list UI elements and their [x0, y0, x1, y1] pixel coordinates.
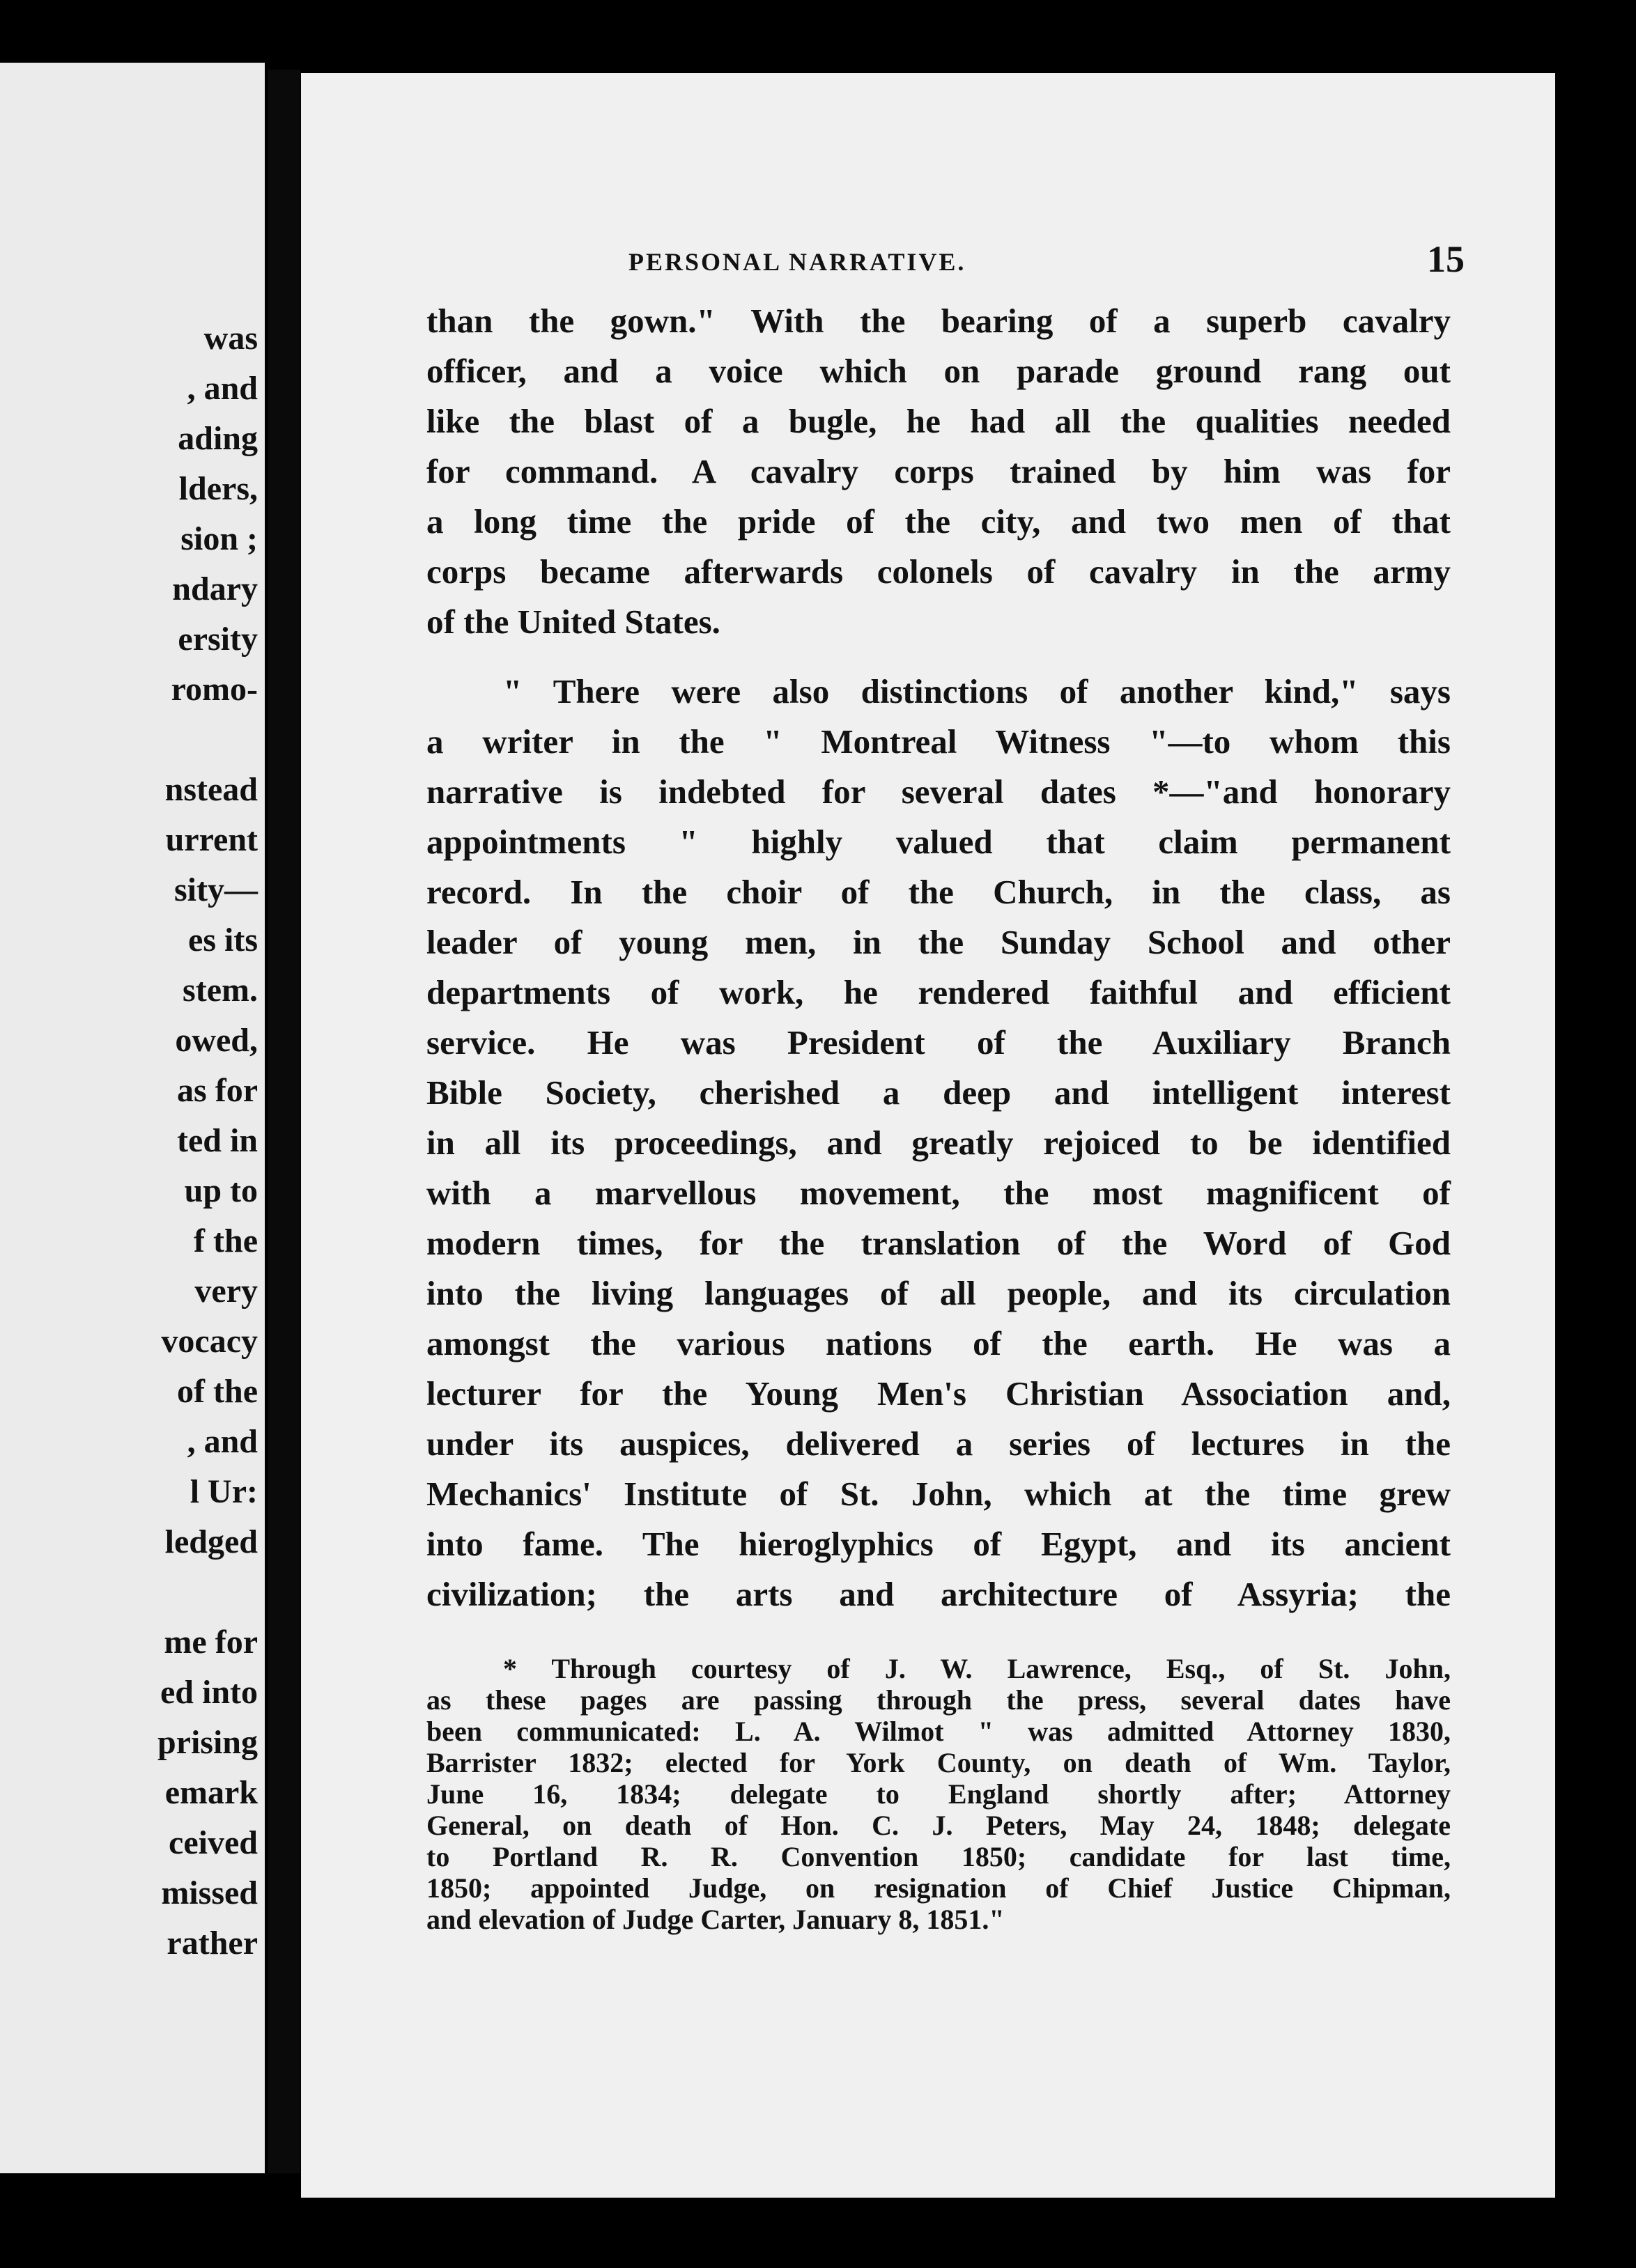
previous-page-line: vocacy: [161, 1323, 258, 1360]
text-line: service. He was President of the Auxiliary Branch: [426, 1023, 1451, 1062]
previous-page-line: [35, 1567, 258, 1617]
running-head: [426, 233, 1465, 296]
text-line: for command. A cavalry corps trained by him was for: [426, 452, 1451, 490]
previous-page-line: nstead: [164, 771, 258, 808]
text-line: Mechanics' Institute of St. John, which at the time grew: [426, 1475, 1451, 1513]
previous-page-line: ading: [178, 420, 258, 457]
previous-page-line: romo-: [171, 671, 258, 708]
text-line: like the blast of a bugle, he had all the qualities needed: [426, 402, 1451, 440]
text-line: under its auspices, delivered a series of lectures in the: [426, 1424, 1451, 1463]
previous-page-line: prising: [157, 1724, 258, 1761]
previous-page-line: ersity: [178, 621, 258, 658]
previous-page-line: lders,: [178, 470, 258, 507]
book-gutter: [268, 70, 300, 2173]
previous-page-line: urrent: [165, 821, 258, 858]
previous-page-line: sion ;: [180, 520, 258, 557]
text-line: Bible Society, cherished a deep and intelligent interest: [426, 1073, 1451, 1112]
footnote-line: 1850; appointed Judge, on resignation of Chief Justice Chipman,: [426, 1872, 1451, 1904]
previous-page-line: l Ur:: [190, 1473, 258, 1510]
previous-page-text-fragment: [35, 313, 258, 1968]
previous-page-line: ted in: [176, 1122, 258, 1159]
current-page: [301, 73, 1555, 2198]
text-line: officer, and a voice which on parade ground rang out: [426, 352, 1451, 390]
footnote: [426, 1653, 1451, 1935]
previous-page-line: up to: [184, 1172, 258, 1209]
footnote-line: General, on death of Hon. C. J. Peters, May 24, 1848; delegate: [426, 1810, 1451, 1841]
previous-page-line: sity—: [174, 871, 258, 908]
previous-page-line: as for: [177, 1072, 258, 1109]
previous-page-line: , and: [187, 1423, 258, 1460]
text-line: of the United States.: [426, 603, 720, 641]
footnote-line: June 16, 1834; delegate to England shortly after; Attorney: [426, 1778, 1451, 1810]
previous-page-line: me for: [164, 1624, 258, 1661]
text-line: with a marvellous movement, the most magnificent of: [426, 1174, 1451, 1212]
page-number: 15: [1427, 238, 1465, 280]
text-line: lecturer for the Young Men's Christian Association and,: [426, 1374, 1451, 1413]
text-line: amongst the various nations of the earth. He was a: [426, 1324, 1451, 1362]
footnote-line: and elevation of Judge Carter, January 8, 1851.": [426, 1904, 1005, 1935]
previous-page-line: was: [203, 320, 258, 357]
text-line: narrative is indebted for several dates *—"and honorary: [426, 772, 1451, 811]
page-content: [426, 233, 1465, 1935]
previous-page-line: emark: [164, 1774, 258, 1811]
previous-page-line: owed,: [175, 1022, 258, 1059]
text-line: in all its proceedings, and greatly rejoiced to be identified: [426, 1124, 1451, 1162]
previous-page-line: , and: [187, 370, 258, 407]
previous-page-line: ceived: [169, 1824, 258, 1861]
footnote-line: been communicated: L. A. Wilmot " was admitted Attorney 1830,: [426, 1716, 1451, 1747]
text-line: record. In the choir of the Church, in the class, as: [426, 873, 1451, 911]
text-line: corps became afterwards colonels of cavalry in the army: [426, 552, 1451, 591]
previous-page: [0, 63, 265, 2173]
text-line: modern times, for the translation of the Word of God: [426, 1224, 1451, 1262]
text-line: " There were also distinctions of another kind," says: [503, 672, 1451, 710]
previous-page-line: ndary: [172, 570, 258, 607]
previous-page-line: of the: [177, 1373, 258, 1410]
text-line: appointments " highly valued that claim permanent: [426, 823, 1451, 861]
previous-page-line: f the: [194, 1222, 258, 1259]
text-line: into fame. The hieroglyphics of Egypt, and its ancient: [426, 1525, 1451, 1563]
previous-page-line: ed into: [160, 1674, 258, 1711]
previous-page-line: rather: [167, 1925, 258, 1962]
text-line: than the gown." With the bearing of a superb cavalry: [426, 302, 1451, 340]
previous-page-line: [35, 715, 258, 765]
previous-page-line: very: [194, 1273, 258, 1310]
footnote-line: to Portland R. R. Convention 1850; candidate for last time,: [426, 1841, 1451, 1872]
running-head-title: PERSONAL NARRATIVE.: [628, 248, 966, 276]
text-line: leader of young men, in the Sunday School and other: [426, 923, 1451, 961]
paragraph-2: [426, 667, 1451, 1620]
previous-page-line: stem.: [183, 972, 258, 1009]
footnote-line: * Through courtesy of J. W. Lawrence, Esq., of St. John,: [503, 1653, 1451, 1684]
text-line: into the living languages of all people, and its circulation: [426, 1274, 1451, 1312]
text-line: a writer in the " Montreal Witness "—to whom this: [426, 722, 1451, 761]
paragraph-1: [426, 296, 1451, 647]
footnote-line: as these pages are passing through the press, several dates have: [426, 1684, 1451, 1716]
text-line: civilization; the arts and architecture of Assyria; the: [426, 1575, 1451, 1613]
previous-page-line: missed: [161, 1874, 258, 1911]
previous-page-line: ledged: [164, 1523, 258, 1560]
footnote-line: Barrister 1832; elected for York County, on death of Wm. Taylor,: [426, 1747, 1451, 1778]
previous-page-line: es its: [188, 922, 258, 958]
text-line: departments of work, he rendered faithful and efficient: [426, 973, 1451, 1011]
text-line: a long time the pride of the city, and two men of that: [426, 502, 1451, 541]
